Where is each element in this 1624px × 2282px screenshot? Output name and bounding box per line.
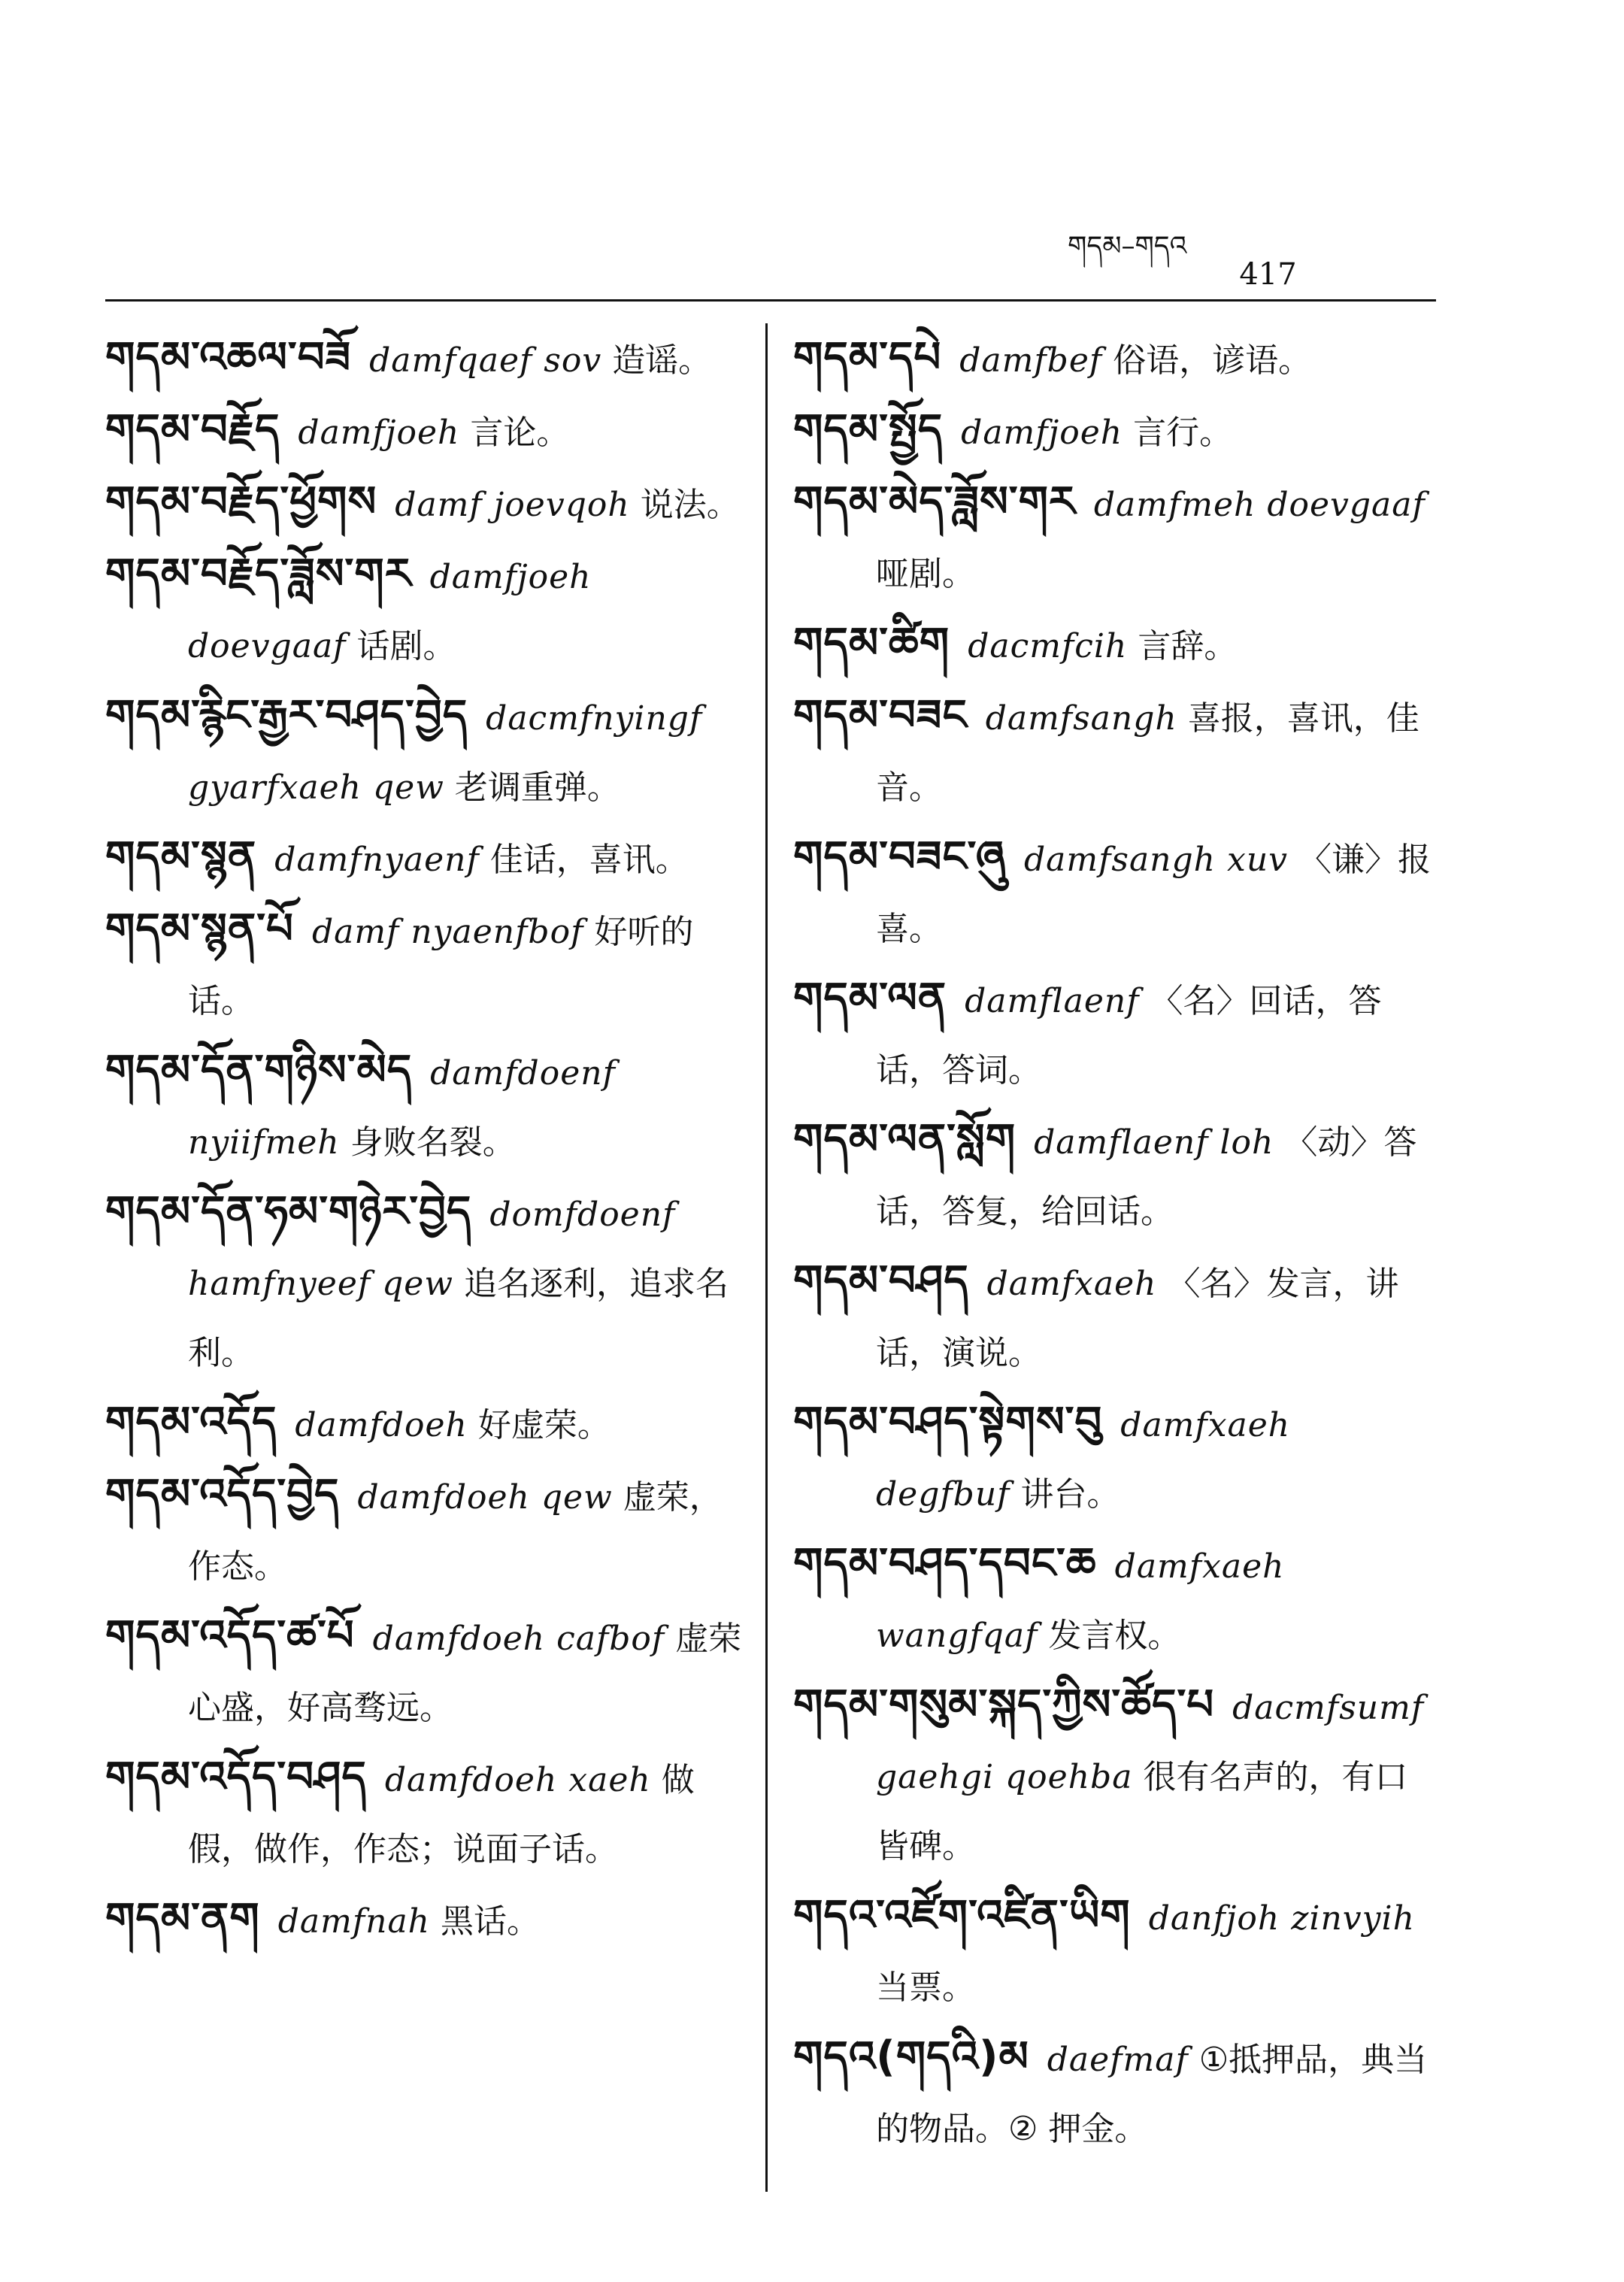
- definition: 讲台。: [1020, 1475, 1120, 1514]
- definition: 做假，做作，作态；说面子话。: [188, 1761, 695, 1868]
- headword: གདམ་བརྗོད་ཟློས་གར: [105, 550, 412, 599]
- romanization: damfxaeh degfbuf: [876, 1406, 1291, 1514]
- headword: གདའ་འཛོག་འཛིན་ཡིག: [793, 1891, 1131, 1940]
- romanization: damfdoenf nyiifmeh: [188, 1054, 616, 1162]
- definition: 〈动〉答话，答复，给回话。: [876, 1123, 1417, 1231]
- headword: གདམ་འདོད་བྱེད: [105, 1470, 340, 1519]
- definition: 好听的话。: [188, 913, 694, 1020]
- romanization: damfxaeh wangfqaf: [876, 1547, 1285, 1655]
- definition: 虚荣，作态。: [188, 1478, 723, 1586]
- dictionary-entry: [793, 609, 1440, 681]
- headword: གདམ་བཤད་སྟེགས་བུ: [793, 1398, 1103, 1447]
- definition: 很有名声的，有口皆碑。: [876, 1758, 1408, 1865]
- dictionary-entry: [105, 1036, 744, 1177]
- romanization: damfxaeh: [986, 1265, 1157, 1303]
- headword: གདམ་བརྗོད: [105, 405, 280, 454]
- headword: གདམ་དཔེ: [793, 333, 942, 382]
- dictionary-entry: [793, 2023, 1440, 2164]
- romanization: damflaenf: [965, 982, 1140, 1020]
- headword: གདམ་བཟང: [793, 691, 968, 740]
- romanization: damflaenf loh: [1034, 1123, 1274, 1162]
- dictionary-entry: [793, 1529, 1440, 1671]
- romanization: damf joevqoh: [395, 486, 630, 524]
- dictionary-entry: [105, 468, 744, 540]
- header-rule: [105, 299, 1436, 302]
- headword: གདམ་རྙིང་རྒྱར་བཤད་བྱེད: [105, 691, 468, 740]
- headword: གདམ་མེད་ཟློས་གར: [793, 477, 1076, 526]
- romanization: damfsangh xuv: [1023, 841, 1289, 879]
- dictionary-entry: [793, 1881, 1440, 2023]
- dictionary-entry: [793, 1105, 1440, 1247]
- dictionary-entry: [105, 540, 744, 681]
- definition: ①抵押品，典当的物品。② 押金。: [876, 2041, 1428, 2148]
- headword: གདམ་སྙན་པོ: [105, 905, 294, 953]
- headword: གདམ་འདོད: [105, 1398, 277, 1447]
- definition: 追名逐利，追求名利。: [188, 1265, 729, 1372]
- definition: 哑剧。: [876, 555, 975, 593]
- definition: 佳话，喜讯。: [489, 841, 689, 879]
- romanization: damfdoeh cafbof: [372, 1620, 665, 1658]
- dictionary-entry: [105, 681, 744, 823]
- dictionary-entry: [793, 823, 1440, 964]
- romanization: damfjoeh: [961, 414, 1123, 452]
- definition: 发言权。: [1048, 1617, 1181, 1655]
- page-header: [1068, 231, 1429, 292]
- dictionary-entry: [105, 1884, 744, 1956]
- definition: 身败名裂。: [350, 1123, 516, 1162]
- dictionary-entry: [105, 823, 744, 895]
- headword: གདམ་འདོད་བཤད: [105, 1753, 367, 1802]
- romanization: damf nyaenfbof: [311, 913, 584, 951]
- definition: 〈谦〉报喜。: [876, 841, 1432, 948]
- headword: གདམ་བརྗོད་ཕྱོགས: [105, 477, 377, 526]
- definition: 俗语，谚语。: [1113, 341, 1312, 380]
- headword: གདམ་ལན་སློག: [793, 1115, 1017, 1164]
- headword: གདའ(གདའི)མ: [793, 2032, 1029, 2081]
- headword: གདམ་དོན་གཉིས་མེད: [105, 1046, 413, 1095]
- headword: གདམ་བཤད: [793, 1256, 969, 1305]
- definition: 说法。: [640, 486, 740, 524]
- headword: གདམ་འདོད་ཚ་པོ: [105, 1611, 355, 1660]
- definition: 言论。: [470, 414, 570, 452]
- dictionary-entry: [105, 1602, 744, 1743]
- definition: 话剧。: [356, 627, 456, 665]
- romanization: damfmeh doevgaaf: [1093, 486, 1426, 524]
- romanization: damfsangh: [985, 699, 1177, 738]
- headword: གདམ་འཆལ་བཟོ: [105, 333, 352, 382]
- romanization: damfqaef sov: [369, 341, 602, 380]
- dictionary-entry: [793, 1388, 1440, 1529]
- dictionary-entry: [793, 468, 1440, 609]
- dictionary-entry: [105, 1177, 744, 1388]
- definition: 〈名〉回话，答话，答词。: [876, 982, 1382, 1089]
- running-head: གདམ–གདའ: [1068, 231, 1187, 262]
- romanization: danfjoh zinvyih: [1148, 1899, 1415, 1938]
- left-column: [105, 323, 744, 1956]
- dictionary-entry: [793, 964, 1440, 1105]
- definition: 黑话。: [441, 1902, 541, 1941]
- headword: གདམ་སྙན: [105, 832, 257, 881]
- definition: 造谣。: [612, 341, 712, 380]
- romanization: daefmaf: [1047, 2041, 1189, 2079]
- dictionary-entry: [105, 395, 744, 468]
- romanization: damfnah: [277, 1902, 431, 1941]
- definition: 当票。: [876, 1968, 975, 2007]
- column-divider: [765, 323, 768, 2192]
- dictionary-entry: [105, 1388, 744, 1460]
- romanization: damfbef: [959, 341, 1103, 380]
- dictionary-entry: [793, 395, 1440, 468]
- headword: གདམ་སྤྱོད: [793, 405, 944, 454]
- dictionary-entry: [793, 1247, 1440, 1388]
- dictionary-entry: [793, 681, 1440, 823]
- romanization: damfjoeh: [298, 414, 460, 452]
- headword: གདམ་བཟང་ཞུ: [793, 832, 1006, 881]
- definition: 言行。: [1133, 414, 1233, 452]
- definition: 〈名〉发言，讲话，演说。: [876, 1265, 1399, 1372]
- romanization: damfdoeh: [295, 1406, 468, 1444]
- definition: 言辞。: [1138, 627, 1238, 665]
- definition: 虚荣心盛，好高骛远。: [188, 1620, 742, 1727]
- right-column: [793, 323, 1440, 2164]
- dictionary-entry: [105, 1460, 744, 1602]
- dictionary-entry: [105, 323, 744, 395]
- dictionary-entry: [105, 1743, 744, 1884]
- dictionary-entry: [793, 1671, 1440, 1881]
- page-number: 417: [1239, 257, 1297, 292]
- dictionary-entry: [793, 323, 1440, 395]
- headword: གདམ་ལན: [793, 974, 947, 1023]
- romanization: damfjoeh doevgaaf: [188, 558, 592, 665]
- definition: 好虚荣。: [477, 1406, 611, 1444]
- headword: གདམ་ཚིག: [793, 619, 950, 668]
- definition: 喜报，喜讯，佳音。: [876, 699, 1419, 807]
- headword: གདམ་དོན་ཧམ་གཉེར་བྱེད: [105, 1187, 472, 1236]
- dictionary-entry: [105, 895, 744, 1036]
- definition: 老调重弹。: [454, 768, 620, 807]
- headword: གདམ་ནག: [105, 1894, 260, 1943]
- romanization: dacmfnyingf gyarfxaeh qew: [188, 699, 703, 807]
- romanization: dacmfsumf gaehgi qoehba: [876, 1689, 1425, 1796]
- romanization: damfdoeh xaeh: [384, 1761, 651, 1799]
- romanization: damfdoeh qew: [357, 1478, 613, 1517]
- headword: གདམ་གསུམ་སྐད་ཀྱིས་ཚོད་པ: [793, 1680, 1215, 1729]
- romanization: domfdoenf hamfnyeef qew: [188, 1196, 676, 1303]
- headword: གདམ་བཤད་དབང་ཆ: [793, 1539, 1097, 1588]
- romanization: dacmfcih: [968, 627, 1128, 665]
- romanization: damfnyaenf: [274, 841, 480, 879]
